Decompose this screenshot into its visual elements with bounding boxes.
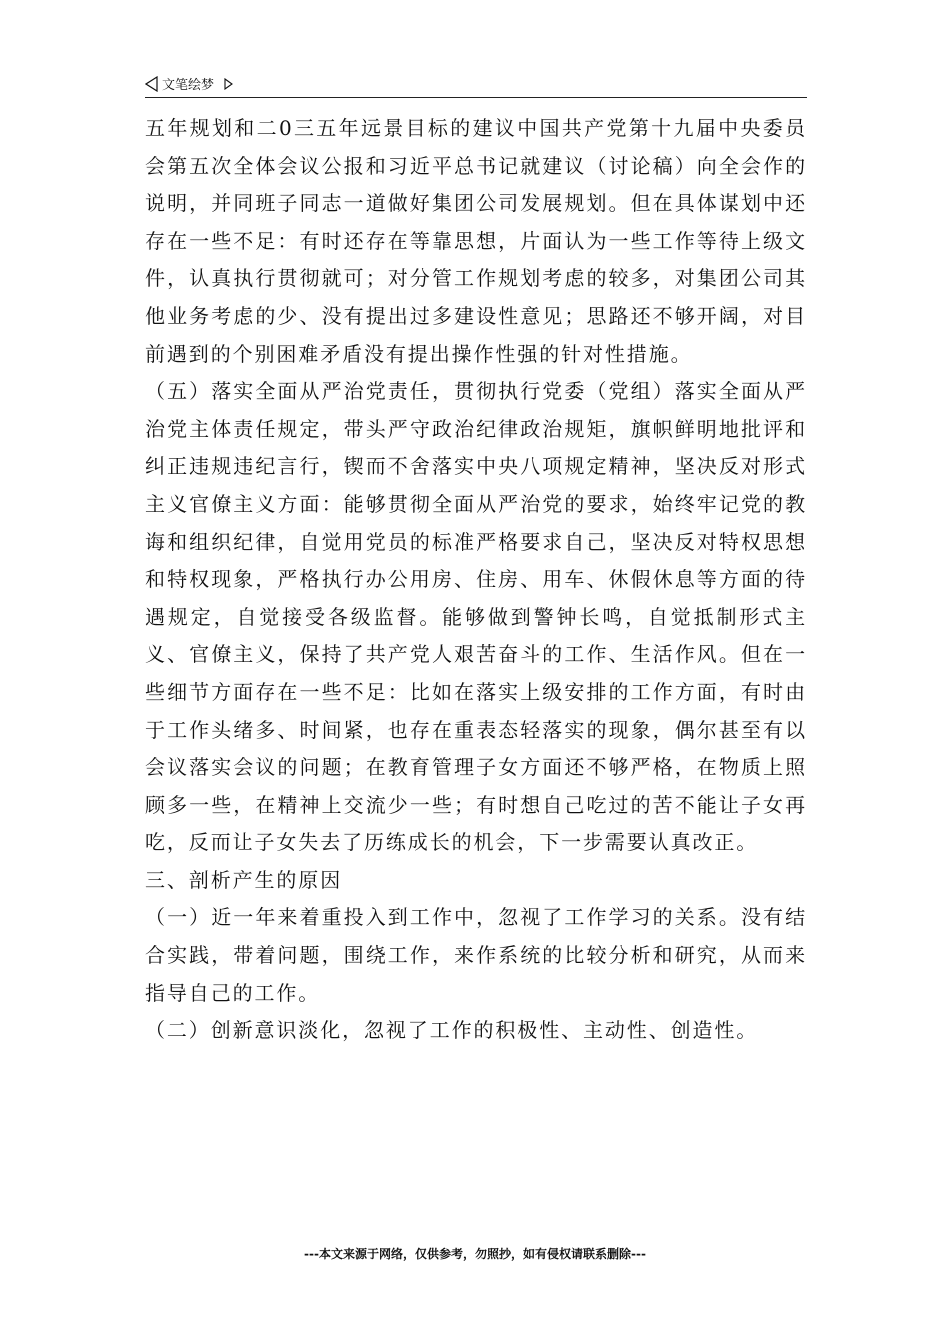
- body-paragraph-4: （二）创新意识淡化，忽视了工作的积极性、主动性、创造性。: [145, 1018, 759, 1043]
- triangle-left-icon: [145, 76, 158, 92]
- body-paragraph-1: 五年规划和二0三五年远景目标的建议中国共产党第十九届中央委员会第五次全体会议公报和习近平总书记就建议（讨论稿）向全会作的说明，并同班子同志一道做好集团公司发展规划。但在具体谋划中还存在一些不足：有时还存在等靠思想，片面认为一些工作等待上级文件，认真执行贯彻就可；对分管工作规划考虑的较多，对集团公司其他业务考虑的少、没有提出过多建设性意见；思路还不够开阔，对目前遇到的个别困难矛盾没有提出操作性强的针对性措施。: [145, 116, 807, 366]
- header-brand: [145, 74, 233, 93]
- page-header: [145, 70, 807, 98]
- footer-disclaimer: ---本文来源于网络，仅供参考，勿照抄，如有侵权请联系删除---: [304, 1247, 646, 1261]
- body-paragraph-2: （五）落实全面从严治党责任，贯彻执行党委（党组）落实全面从严治党主体责任规定，带头严守政治纪律政治规矩，旗帜鲜明地批评和纠正违规违纪言行，锲而不舍落实中央八项规定精神，坚决反对形式主义官僚主义方面：能够贯彻全面从严治党的要求，始终牢记党的教诲和组织纪律，自觉用党员的标准严格要求自己，坚决反对特权思想和特权现象，严格执行办公用房、住房、用车、休假休息等方面的待遇规定，自觉接受各级监督。能够做到警钟长鸣，自觉抵制形式主义、官僚主义，保持了共产党人艰苦奋斗的工作、生活作风。但在一些细节方面存在一些不足：比如在落实上级安排的工作方面，有时由于工作头绪多、时间紧，也存在重表态轻落实的现象，偶尔甚至有以会议落实会议的问题；在教育管理子女方面还不够严格，在物质上照顾多一些，在精神上交流少一些；有时想自己吃过的苦不能让子女再吃，反而让子女失去了历练成长的机会，下一步需要认真改正。: [145, 379, 807, 855]
- header-divider: [145, 97, 807, 98]
- header-brand-text: 文笔绘梦: [162, 78, 215, 93]
- document-body: [145, 110, 807, 1050]
- section-heading: 三、剖析产生的原因: [145, 867, 343, 892]
- triangle-right-icon: [224, 78, 233, 90]
- body-paragraph-3: （一）近一年来着重投入到工作中，忽视了工作学习的关系。没有结合实践，带着问题，围绕工作，来作系统的比较分析和研究，从而来指导自己的工作。: [145, 905, 807, 1005]
